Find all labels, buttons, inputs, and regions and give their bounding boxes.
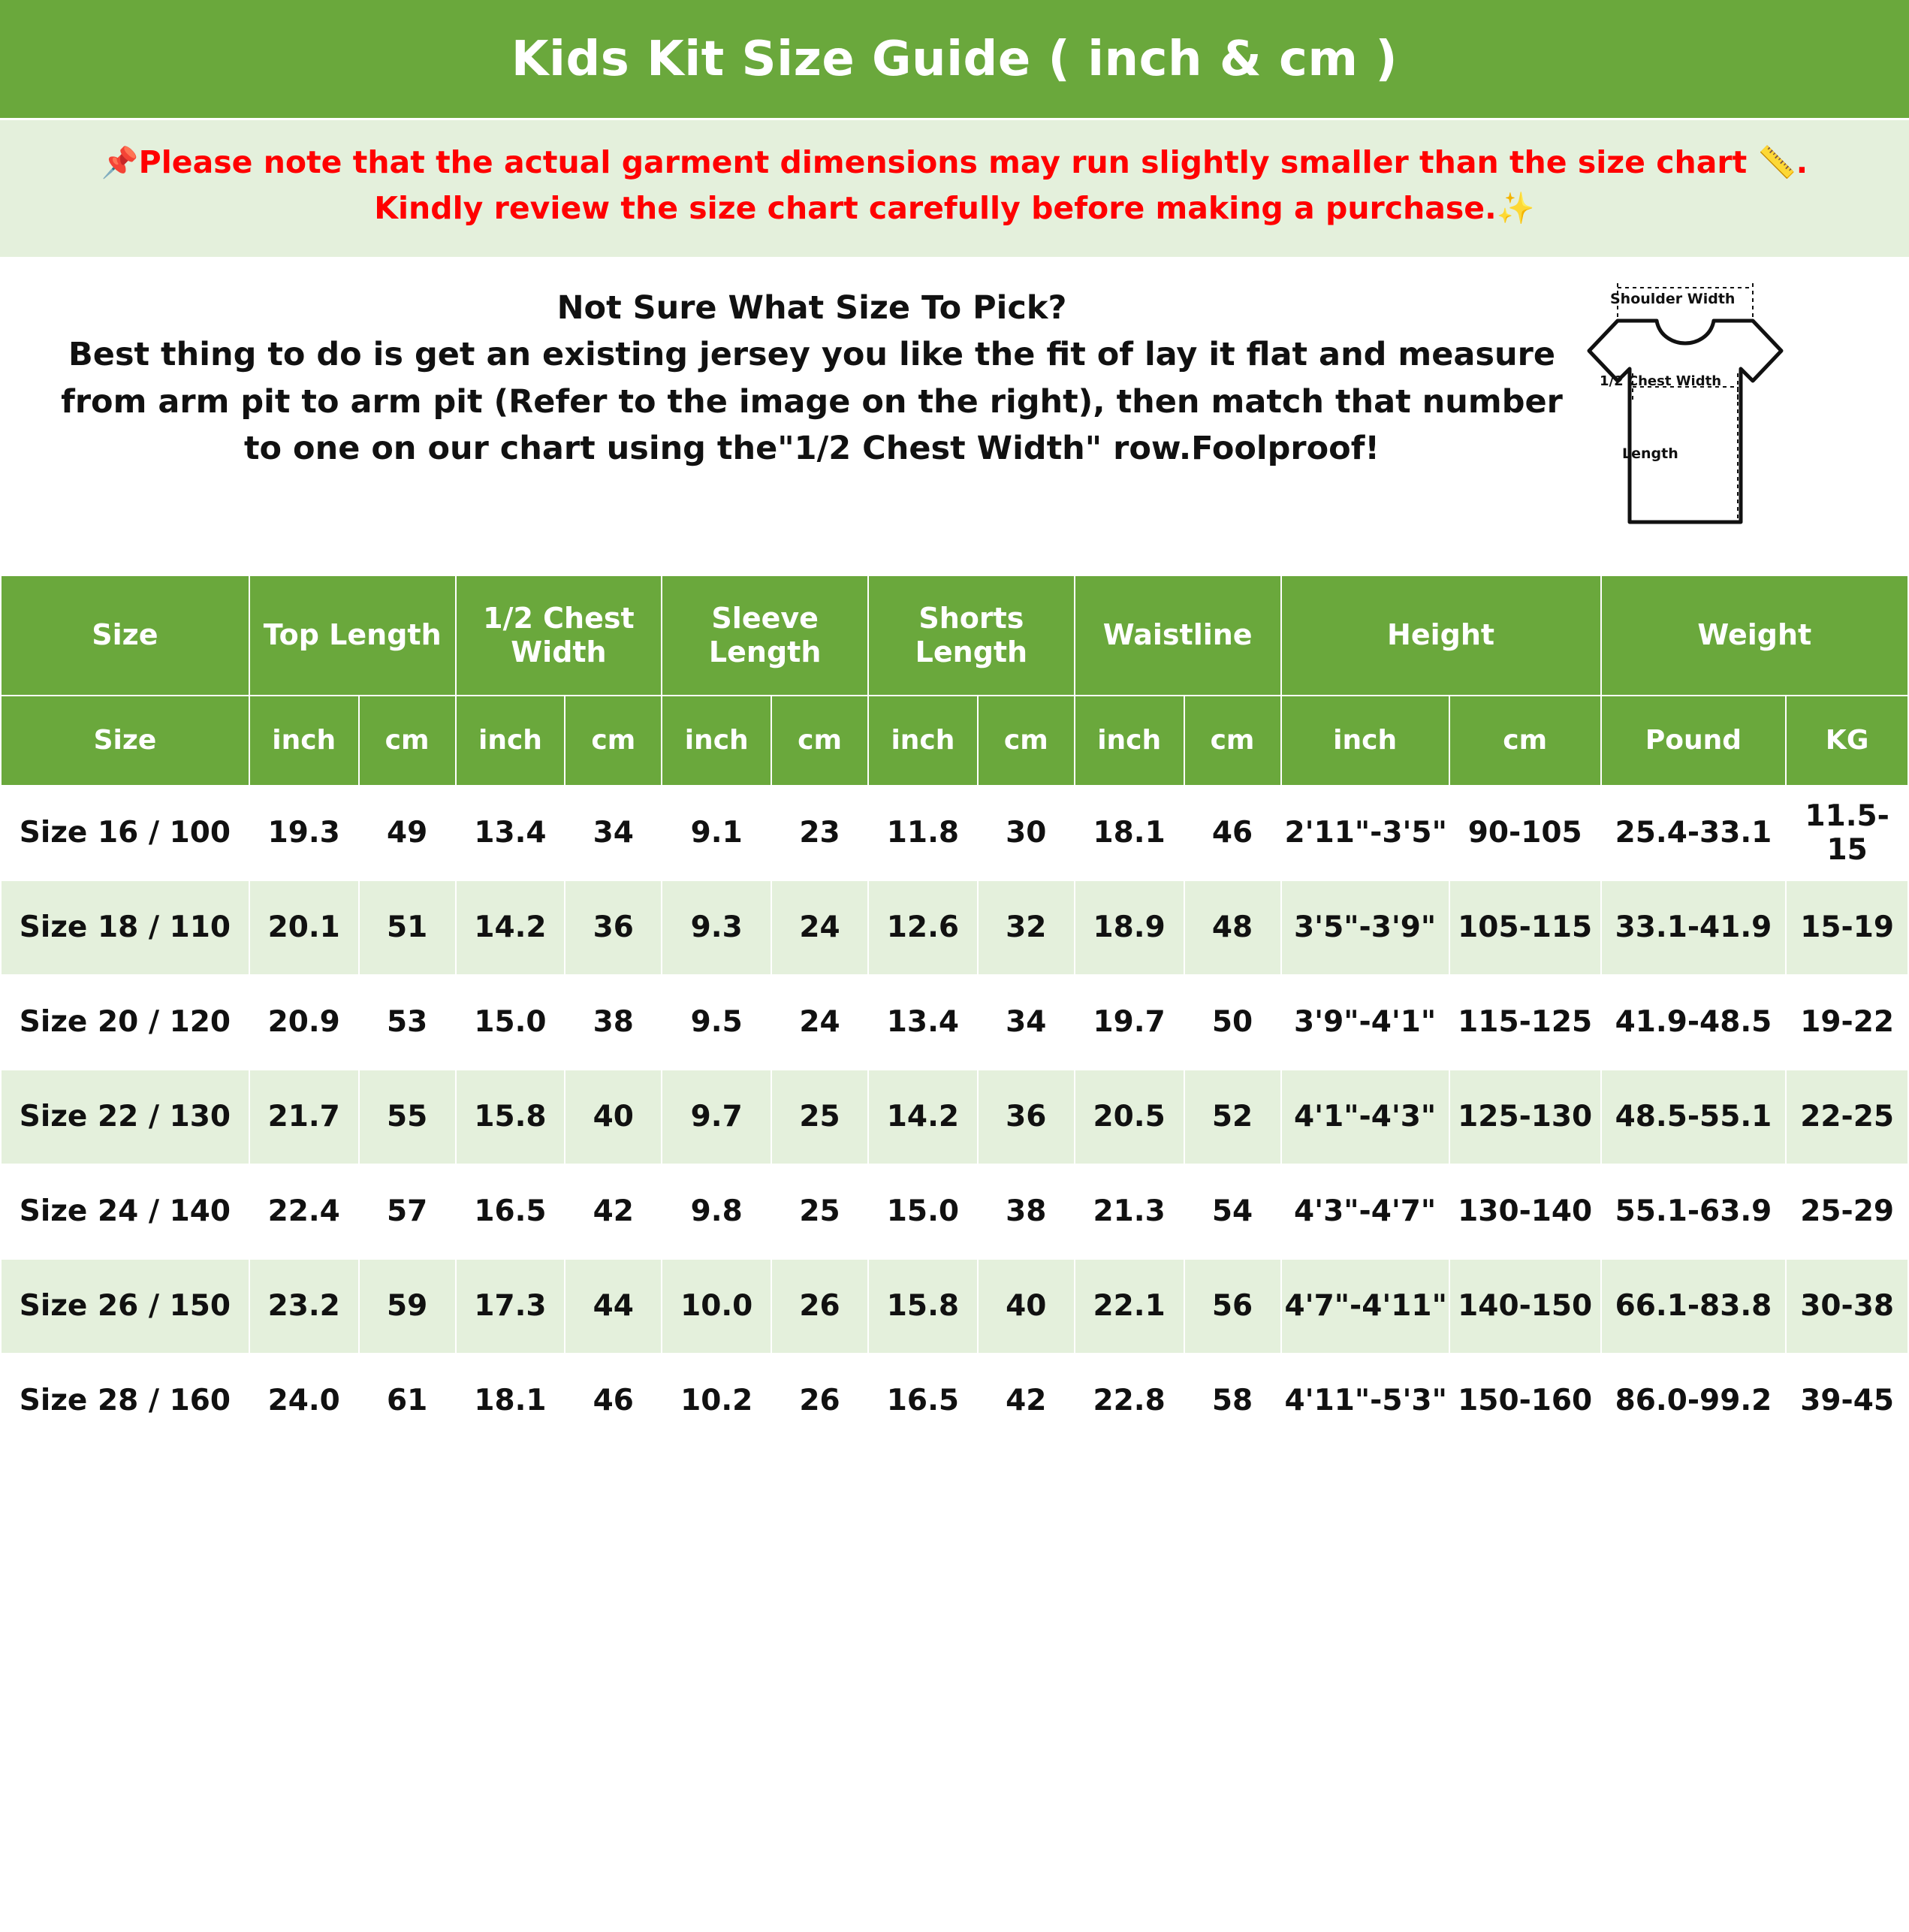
table-row <box>1 1354 1908 1448</box>
table-cell: 15.8 <box>868 1259 978 1354</box>
table-cell: 15.0 <box>456 975 565 1070</box>
table-row <box>1 1070 1908 1164</box>
table-cell: 9.8 <box>662 1164 771 1259</box>
table-cell: 22.8 <box>1075 1354 1184 1448</box>
table-cell: 4'3"-4'7" <box>1281 1164 1449 1259</box>
size-chart-table <box>0 575 1909 1449</box>
table-cell: 23 <box>771 786 868 880</box>
table-cell: 21.3 <box>1075 1164 1184 1259</box>
table-cell: 125-130 <box>1449 1070 1601 1164</box>
table-cell: 32 <box>978 880 1075 975</box>
table-row <box>1 975 1908 1070</box>
table-unit-header-cell: inch <box>1281 696 1449 786</box>
table-group-header-cell: Shorts Length <box>868 575 1075 696</box>
table-cell: 36 <box>565 880 662 975</box>
table-group-header-cell: Sleeve Length <box>662 575 868 696</box>
table-row <box>1 786 1908 880</box>
table-cell: 12.6 <box>868 880 978 975</box>
tshirt-icon <box>1571 274 1826 545</box>
table-unit-header-cell: KG <box>1786 696 1908 786</box>
table-cell: 150-160 <box>1449 1354 1601 1448</box>
table-size-cell: Size 28 / 160 <box>1 1354 249 1448</box>
table-cell: 105-115 <box>1449 880 1601 975</box>
table-cell: 4'7"-4'11" <box>1281 1259 1449 1354</box>
table-cell: 24 <box>771 975 868 1070</box>
table-cell: 19.7 <box>1075 975 1184 1070</box>
table-cell: 54 <box>1184 1164 1281 1259</box>
table-group-header-cell: Size <box>1 575 249 696</box>
table-cell: 30-38 <box>1786 1259 1908 1354</box>
table-cell: 24.0 <box>249 1354 359 1448</box>
table-group-header-cell: Top Length <box>249 575 456 696</box>
table-cell: 25-29 <box>1786 1164 1908 1259</box>
notice-line-2 <box>23 186 1886 231</box>
table-unit-header-cell: Size <box>1 696 249 786</box>
table-cell: 4'11"-5'3" <box>1281 1354 1449 1448</box>
table-cell: 48.5-55.1 <box>1601 1070 1787 1164</box>
page-title: Kids Kit Size Guide ( inch & cm ) <box>511 31 1398 87</box>
table-cell: 24 <box>771 880 868 975</box>
table-row <box>1 1259 1908 1354</box>
table-cell: 55 <box>359 1070 456 1164</box>
table-cell: 46 <box>1184 786 1281 880</box>
table-cell: 40 <box>565 1070 662 1164</box>
table-row <box>1 880 1908 975</box>
table-cell: 57 <box>359 1164 456 1259</box>
table-cell: 20.9 <box>249 975 359 1070</box>
table-cell: 59 <box>359 1259 456 1354</box>
sparkles-icon: ✨ <box>1496 190 1535 227</box>
table-cell: 16.5 <box>456 1164 565 1259</box>
table-cell: 19-22 <box>1786 975 1908 1070</box>
table-cell: 38 <box>565 975 662 1070</box>
table-cell: 9.5 <box>662 975 771 1070</box>
advice-line-2: Best thing to do is get an existing jersey you like the fit of lay it flat and measure <box>68 336 1555 374</box>
table-cell: 58 <box>1184 1354 1281 1448</box>
table-row <box>1 1164 1908 1259</box>
tshirt-diagram <box>1571 274 1826 545</box>
table-size-cell: Size 20 / 120 <box>1 975 249 1070</box>
table-cell: 13.4 <box>456 786 565 880</box>
table-unit-header-cell: cm <box>1184 696 1281 786</box>
advice-section <box>0 259 1909 575</box>
table-cell: 33.1-41.9 <box>1601 880 1787 975</box>
table-unit-header-cell: cm <box>771 696 868 786</box>
table-cell: 26 <box>771 1259 868 1354</box>
table-cell: 20.1 <box>249 880 359 975</box>
advice-line-4: to one on our chart using the"1/2 Chest Width" row.Foolproof! <box>243 429 1380 467</box>
ruler-icon: 📏 <box>1757 144 1796 180</box>
table-cell: 34 <box>565 786 662 880</box>
table-cell: 10.2 <box>662 1354 771 1448</box>
table-cell: 40 <box>978 1259 1075 1354</box>
table-cell: 46 <box>565 1354 662 1448</box>
table-unit-header-cell: cm <box>1449 696 1601 786</box>
table-cell: 18.1 <box>456 1354 565 1448</box>
table-unit-header-cell: inch <box>1075 696 1184 786</box>
table-cell: 3'9"-4'1" <box>1281 975 1449 1070</box>
table-cell: 9.1 <box>662 786 771 880</box>
table-group-header-cell: Waistline <box>1075 575 1281 696</box>
table-cell: 90-105 <box>1449 786 1601 880</box>
table-group-header-row <box>1 575 1908 696</box>
table-cell: 25 <box>771 1070 868 1164</box>
advice-line-1: Not Sure What Size To Pick? <box>556 288 1067 327</box>
table-cell: 19.3 <box>249 786 359 880</box>
table-cell: 16.5 <box>868 1354 978 1448</box>
table-size-cell: Size 18 / 110 <box>1 880 249 975</box>
table-cell: 41.9-48.5 <box>1601 975 1787 1070</box>
notice-line-1 <box>23 140 1886 186</box>
table-cell: 14.2 <box>456 880 565 975</box>
table-cell: 49 <box>359 786 456 880</box>
table-cell: 18.9 <box>1075 880 1184 975</box>
table-unit-header-row <box>1 696 1908 786</box>
table-group-header-cell: Weight <box>1601 575 1908 696</box>
table-cell: 26 <box>771 1354 868 1448</box>
table-cell: 3'5"-3'9" <box>1281 880 1449 975</box>
notice-banner <box>0 120 1909 259</box>
advice-line-3: from arm pit to arm pit (Refer to the image on the right), then match that number <box>61 382 1563 421</box>
table-cell: 15.8 <box>456 1070 565 1164</box>
table-unit-header-cell: inch <box>662 696 771 786</box>
table-unit-header-cell: inch <box>456 696 565 786</box>
table-cell: 42 <box>978 1354 1075 1448</box>
table-cell: 86.0-99.2 <box>1601 1354 1787 1448</box>
table-unit-header-cell: cm <box>978 696 1075 786</box>
table-size-cell: Size 26 / 150 <box>1 1259 249 1354</box>
table-body <box>1 786 1908 1448</box>
table-cell: 21.7 <box>249 1070 359 1164</box>
notice-text-1-end: . <box>1796 144 1808 180</box>
table-cell: 55.1-63.9 <box>1601 1164 1787 1259</box>
table-cell: 130-140 <box>1449 1164 1601 1259</box>
page-title-bar <box>0 0 1909 120</box>
table-cell: 25.4-33.1 <box>1601 786 1787 880</box>
table-cell: 115-125 <box>1449 975 1601 1070</box>
table-cell: 11.8 <box>868 786 978 880</box>
table-cell: 48 <box>1184 880 1281 975</box>
table-unit-header-cell: inch <box>249 696 359 786</box>
tshirt-shoulder-label: Shoulder Width <box>1610 290 1736 307</box>
table-size-cell: Size 16 / 100 <box>1 786 249 880</box>
table-cell: 39-45 <box>1786 1354 1908 1448</box>
table-cell: 140-150 <box>1449 1259 1601 1354</box>
table-cell: 22-25 <box>1786 1070 1908 1164</box>
table-cell: 56 <box>1184 1259 1281 1354</box>
pushpin-icon: 📌 <box>101 146 139 180</box>
table-cell: 51 <box>359 880 456 975</box>
table-unit-header-cell: cm <box>565 696 662 786</box>
table-size-cell: Size 22 / 130 <box>1 1070 249 1164</box>
table-cell: 22.4 <box>249 1164 359 1259</box>
table-cell: 36 <box>978 1070 1075 1164</box>
table-cell: 15.0 <box>868 1164 978 1259</box>
table-cell: 50 <box>1184 975 1281 1070</box>
table-cell: 17.3 <box>456 1259 565 1354</box>
table-cell: 14.2 <box>868 1070 978 1164</box>
table-cell: 61 <box>359 1354 456 1448</box>
notice-text-2: Kindly review the size chart carefully before making a purchase. <box>374 190 1497 227</box>
table-cell: 22.1 <box>1075 1259 1184 1354</box>
table-cell: 15-19 <box>1786 880 1908 975</box>
table-cell: 53 <box>359 975 456 1070</box>
table-cell: 13.4 <box>868 975 978 1070</box>
table-cell: 25 <box>771 1164 868 1259</box>
table-unit-header-cell: inch <box>868 696 978 786</box>
table-cell: 4'1"-4'3" <box>1281 1070 1449 1164</box>
table-group-header-cell: 1/2 Chest Width <box>456 575 662 696</box>
table-cell: 20.5 <box>1075 1070 1184 1164</box>
table-cell: 10.0 <box>662 1259 771 1354</box>
table-cell: 34 <box>978 975 1075 1070</box>
table-cell: 23.2 <box>249 1259 359 1354</box>
table-cell: 18.1 <box>1075 786 1184 880</box>
notice-text-1: Please note that the actual garment dimensions may run slightly smaller than the size chart <box>138 144 1748 180</box>
tshirt-chest-label: 1/2 Chest Width <box>1600 373 1722 389</box>
table-cell: 11.5-15 <box>1786 786 1908 880</box>
table-cell: 42 <box>565 1164 662 1259</box>
table-cell: 30 <box>978 786 1075 880</box>
table-unit-header-cell: Pound <box>1601 696 1787 786</box>
table-cell: 52 <box>1184 1070 1281 1164</box>
table-cell: 44 <box>565 1259 662 1354</box>
table-unit-header-cell: cm <box>359 696 456 786</box>
table-cell: 2'11"-3'5" <box>1281 786 1449 880</box>
table-group-header-cell: Height <box>1281 575 1601 696</box>
tshirt-length-label: Length <box>1622 445 1678 462</box>
table-cell: 9.7 <box>662 1070 771 1164</box>
table-cell: 38 <box>978 1164 1075 1259</box>
table-size-cell: Size 24 / 140 <box>1 1164 249 1259</box>
table-cell: 66.1-83.8 <box>1601 1259 1787 1354</box>
table-cell: 9.3 <box>662 880 771 975</box>
